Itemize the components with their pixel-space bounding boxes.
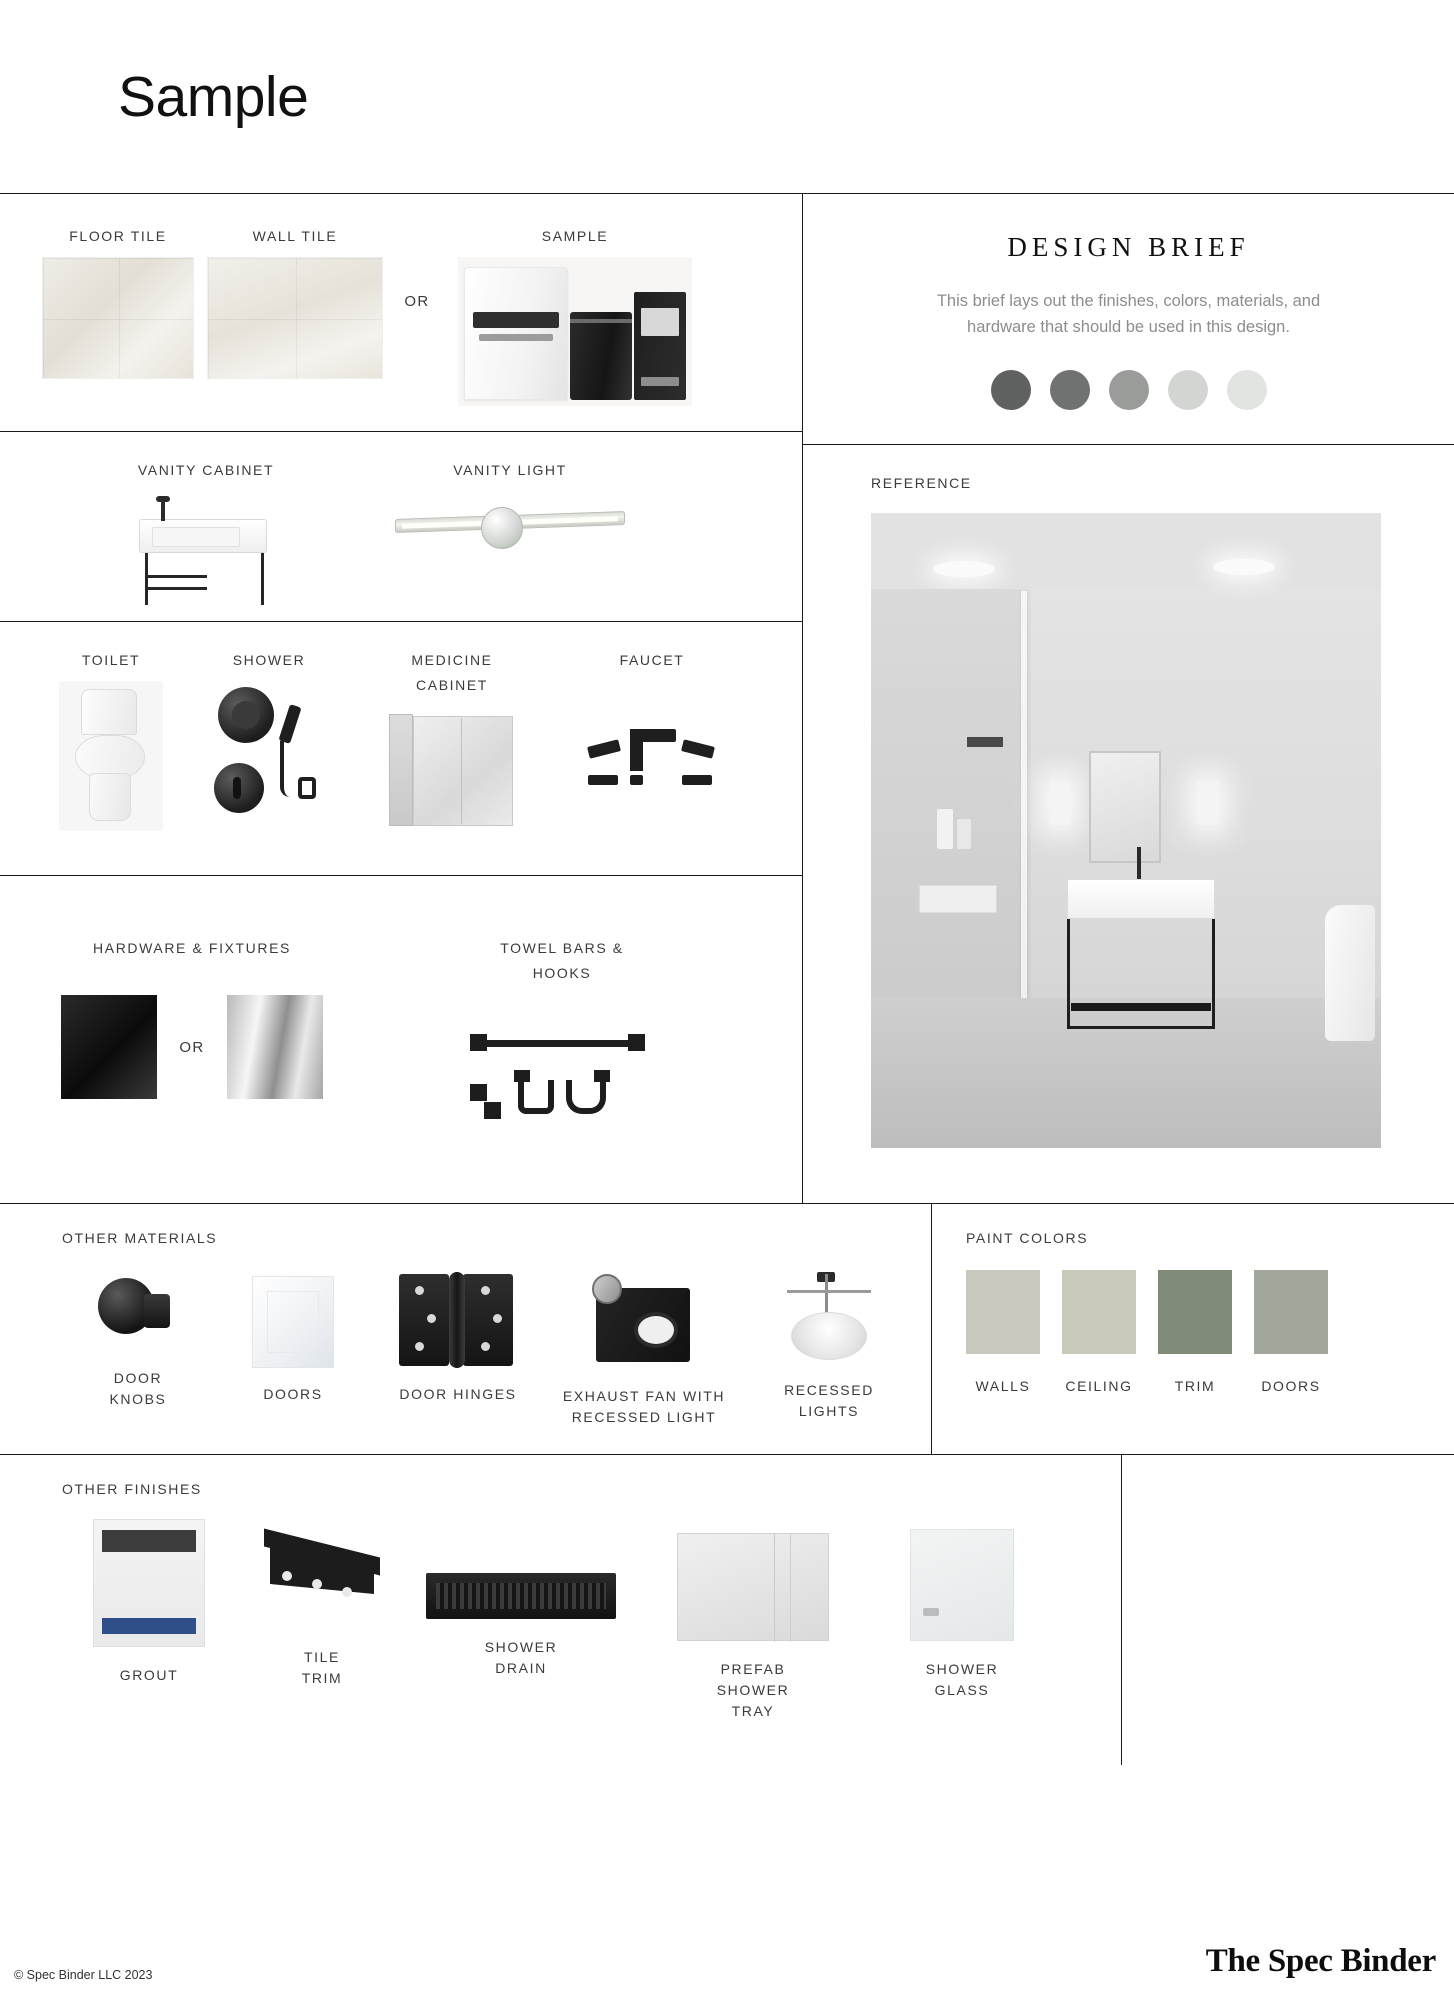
vanity-cabinet-label: VANITY CABINET: [137, 462, 275, 478]
tile-trim-label-2: TRIM: [301, 1670, 343, 1686]
wall-tile-label: WALL TILE: [252, 228, 338, 244]
shower-glass-label-2: GLASS: [934, 1682, 990, 1698]
other-finishes-row: [0, 1455, 1454, 1765]
paint-ceiling: [1062, 1270, 1136, 1397]
other-materials-label: OTHER MATERIALS: [62, 1230, 218, 1246]
material-doors: [214, 1272, 372, 1405]
faucet-label: FAUCET: [619, 652, 685, 668]
shower-glass-image: [910, 1529, 1014, 1641]
finish-shower-glass: [872, 1519, 1052, 1701]
material-recessed-lights: [744, 1272, 914, 1422]
exhaust-fan-label-1: EXHAUST FAN WITH: [562, 1388, 726, 1404]
shower-drain-image: [426, 1573, 616, 1619]
left-column: [0, 194, 803, 1203]
right-column: [803, 194, 1454, 1203]
reference-panel: [803, 445, 1454, 1184]
paint-doors: [1254, 1270, 1328, 1397]
materials-paint-row: [0, 1203, 1454, 1455]
towel-bars-label-2: HOOKS: [532, 965, 592, 981]
matte-black-swatch: [61, 995, 157, 1099]
grout-label: GROUT: [119, 1667, 179, 1683]
prefab-shower-tray-image: [677, 1533, 829, 1641]
doors-label: DOORS: [263, 1386, 323, 1402]
design-brief-swatches: [853, 370, 1404, 410]
material-door-hinges: [372, 1272, 544, 1405]
exhaust-fan-image: [590, 1272, 698, 1370]
finish-shower-drain: [408, 1519, 634, 1679]
spec-faucet: [552, 650, 752, 795]
paint-walls: [966, 1270, 1040, 1397]
material-door-knobs: [62, 1272, 214, 1410]
paint-ceiling-label: CEILING: [1065, 1378, 1133, 1394]
paint-swatch-ceiling: [1062, 1270, 1136, 1354]
branding-cell: [1122, 1455, 1454, 1765]
prefab-tray-label-3: TRAY: [731, 1703, 775, 1719]
spec-medicine-cabinet: [352, 650, 552, 832]
chrome-swatch: [227, 995, 323, 1099]
towel-bars-label-1: TOWEL BARS &: [500, 940, 624, 956]
toilet-label: TOILET: [81, 652, 141, 668]
door-knobs-label-1: DOOR: [113, 1370, 163, 1386]
shower-drain-label-2: DRAIN: [495, 1660, 547, 1676]
spec-toilet: [36, 650, 186, 831]
other-finishes-label: OTHER FINISHES: [62, 1481, 202, 1497]
paint-doors-label: DOORS: [1261, 1378, 1321, 1394]
brief-swatch-3: [1109, 370, 1149, 410]
row-vanity: [0, 432, 802, 622]
floor-tile-label: FLOOR TILE: [69, 228, 167, 244]
paint-colors-label: PAINT COLORS: [966, 1230, 1089, 1246]
other-finishes-panel: [0, 1455, 1122, 1765]
shower-label: SHOWER: [232, 652, 306, 668]
spec-vanity-cabinet: [106, 460, 306, 611]
tile-trim-image: [264, 1537, 380, 1629]
brand-logo-text: The Spec Binder: [1205, 1943, 1436, 1979]
medicine-cabinet-label-1: MEDICINE: [411, 652, 493, 668]
reference-label: REFERENCE: [871, 475, 972, 492]
floor-tile-image: [42, 257, 194, 379]
brief-swatch-4: [1168, 370, 1208, 410]
towel-bars-image: [462, 1018, 662, 1148]
paint-colors-panel: [932, 1204, 1454, 1454]
design-brief-panel: [803, 194, 1454, 445]
microtek-bag-image: [464, 267, 568, 400]
copyright-text: © Spec Binder LLC 2023: [14, 1968, 153, 1982]
door-panel-image: [252, 1276, 334, 1368]
page-header: [0, 0, 1454, 193]
paint-swatch-trim: [1158, 1270, 1232, 1354]
or-separator-tile: OR: [404, 292, 430, 310]
reference-image: [871, 513, 1381, 1148]
vanity-light-image: [395, 491, 625, 561]
recessed-lights-label-2: LIGHTS: [798, 1403, 860, 1419]
paint-trim: [1158, 1270, 1232, 1397]
design-brief-text: This brief lays out the finishes, colors, materials, and hardware that should be used in this design.: [936, 292, 1321, 336]
or-separator-hardware: OR: [179, 1038, 205, 1056]
other-materials-panel: [0, 1204, 932, 1454]
page-title: Sample: [118, 64, 309, 129]
paint-walls-label: WALLS: [975, 1378, 1031, 1394]
material-exhaust-fan: [544, 1272, 744, 1428]
grout-image: [93, 1519, 205, 1647]
product-box-image: [634, 292, 686, 400]
shower-drain-label-1: SHOWER: [484, 1639, 558, 1655]
sealer-can-image: [570, 312, 632, 400]
hardware-fixtures-label: HARDWARE & FIXTURES: [93, 940, 291, 956]
brief-swatch-5: [1227, 370, 1267, 410]
recessed-lights-label-1: RECESSED: [784, 1382, 874, 1398]
spec-wall-tile: [206, 226, 384, 379]
faucet-image: [582, 715, 722, 795]
medicine-cabinet-label-2: CABINET: [416, 677, 488, 693]
medicine-cabinet-image: [389, 714, 515, 832]
recessed-light-image: [777, 1272, 881, 1364]
spec-shower: [186, 650, 352, 833]
tile-trim-label-1: TILE: [304, 1649, 340, 1665]
page-footer: [0, 1916, 1454, 2000]
sample-image: [458, 257, 692, 406]
design-brief-title: DESIGN BRIEF: [1007, 232, 1250, 262]
prefab-tray-label-1: PREFAB: [720, 1661, 786, 1677]
paint-trim-label: TRIM: [1174, 1378, 1216, 1394]
door-knobs-label-2: KNOBS: [109, 1391, 167, 1407]
row-tiles: [0, 194, 802, 432]
paint-swatch-doors: [1254, 1270, 1328, 1354]
shower-glass-label-1: SHOWER: [925, 1661, 999, 1677]
finish-grout: [62, 1519, 236, 1686]
row-fixtures: [0, 622, 802, 876]
door-knob-image: [92, 1272, 184, 1352]
brief-swatch-2: [1050, 370, 1090, 410]
spec-towel-bars: [422, 938, 702, 1148]
shower-image: [202, 681, 336, 833]
spec-floor-tile: [30, 226, 206, 379]
paint-swatch-walls: [966, 1270, 1040, 1354]
row-hardware: [0, 876, 802, 1203]
exhaust-fan-label-2: RECESSED LIGHT: [571, 1409, 717, 1425]
vanity-cabinet-image: [131, 491, 281, 611]
finish-prefab-tray: [634, 1519, 872, 1722]
sample-label: SAMPLE: [541, 228, 609, 244]
wall-tile-image: [207, 257, 383, 379]
spec-hardware-fixtures: [52, 938, 332, 1099]
spec-sample-products: [450, 226, 700, 406]
brief-swatch-1: [991, 370, 1031, 410]
toilet-image: [59, 681, 163, 831]
vanity-light-label: VANITY LIGHT: [453, 462, 567, 478]
door-hinges-label: DOOR HINGES: [399, 1386, 517, 1402]
spec-vanity-light: [360, 460, 660, 561]
prefab-tray-label-2: SHOWER: [716, 1682, 790, 1698]
finish-tile-trim: [236, 1519, 408, 1689]
main-body: [0, 194, 1454, 1203]
door-hinge-image: [399, 1272, 517, 1368]
